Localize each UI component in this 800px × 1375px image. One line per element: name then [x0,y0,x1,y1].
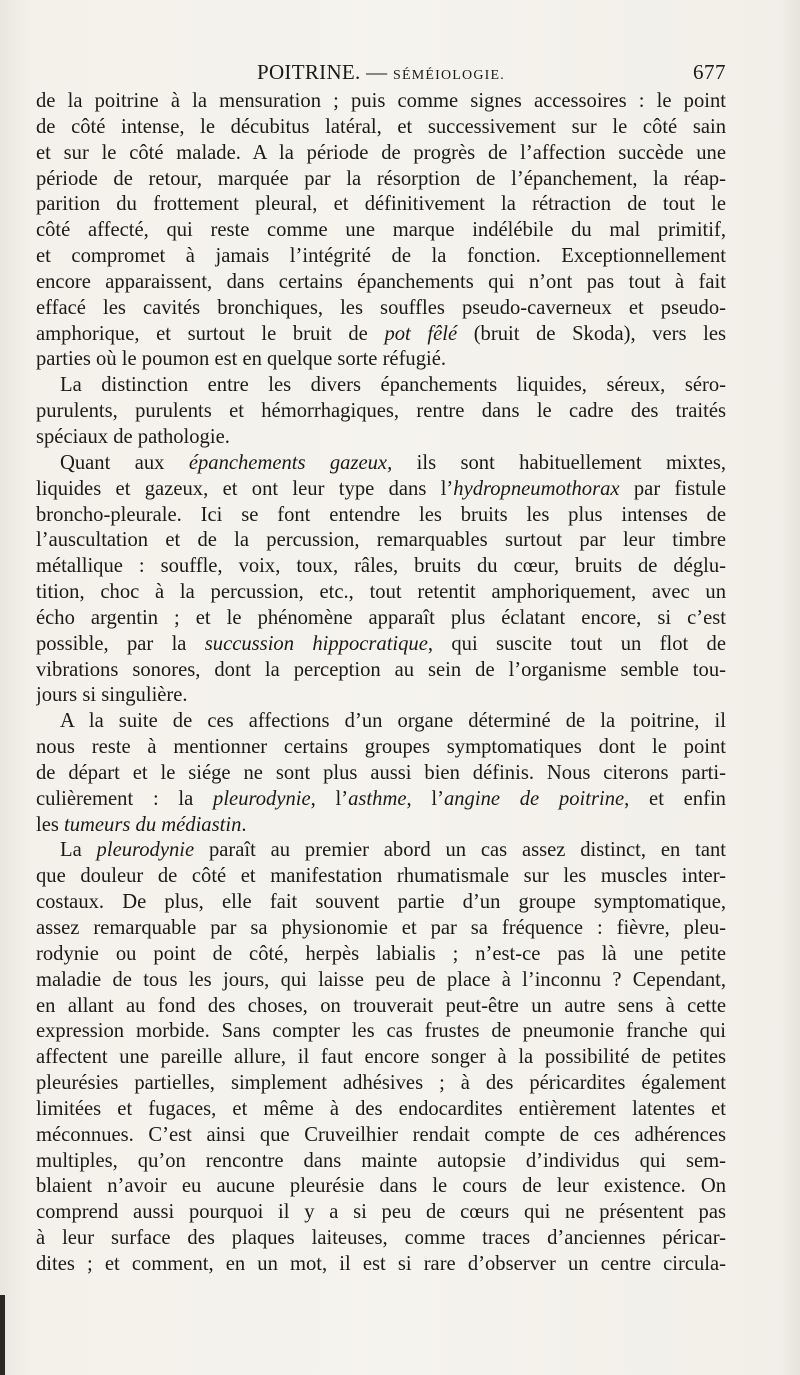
text-line: liquides et gazeux, et ont leur type dans l’hydropneumothorax par fistule [36,477,726,500]
text-line: spéciaux de pathologie. [36,425,230,448]
text-line: de la poitrine à la mensuration ; puis comme signes accessoires : le point [36,90,726,112]
running-subtitle: SÉMÉIOLOGIE. [393,68,505,83]
text-line: dites ; et comment, en un mot, il est si rare d’observer un centre circula- [36,1252,726,1275]
text-line: culièrement : la pleurodynie, l’asthme, l’angine de poitrine, et enfin [36,787,726,810]
text-line: effacé les cavités bronchiques, les souffles pseudo-caverneux et pseudo- [36,296,726,319]
italic-term: asthme [348,787,407,810]
text-line: les tumeurs du médiastin. [36,813,247,836]
text-line: affectent une pareille allure, il faut encore songer à la possibilité de petites [36,1046,726,1069]
running-title: POITRINE. — [256,60,393,84]
text-line: tition, choc à la percussion, etc., tout retentit amphoriquement, avec un [36,581,726,604]
italic-term: tumeurs du médiastin [64,813,242,836]
text-line: La distinction entre les divers épanchements liquides, séreux, séro- [60,374,726,397]
text-line: de côté intense, le décubitus latéral, et successivement sur le côté sain [36,115,726,138]
text-line: métallique : souffle, voix, toux, râles, bruits du cœur, bruits de déglu- [36,555,726,578]
body-text [36,89,726,1278]
text-line: écho argentin ; et le phénomène apparaît plus éclatant encore, si c’est [36,606,726,629]
text-line: La pleurodynie paraît au premier abord un cas assez distinct, en tant [60,839,726,862]
text-line: que douleur de côté et manifestation rhumatismale sur les muscles inter- [36,865,726,888]
italic-term: pleurodynie [96,839,195,862]
text-line: parition du frottement pleural, et définitivement la rétraction de tout le [36,193,726,216]
text-line: nous reste à mentionner certains groupes symptomatiques dont le point [36,736,726,759]
text-line: rodynie ou point de côté, herpès labialis ; n’est-ce pas là une petite [36,942,726,965]
text-line: pleurésies partielles, simplement adhésives ; à des péricardites également [36,1072,726,1095]
italic-term: épanchements gazeux, [188,451,393,474]
italic-term: hydropneumothorax [453,477,620,500]
text-line: et sur le côté malade. A la période de progrès de l’affection succède une [36,141,726,164]
italic-term: angine de poitrine [443,787,625,810]
running-head [36,56,726,92]
page-edge-mark [0,1295,5,1375]
text-line: l’auscultation et de la percussion, remarquables surtout par leur timbre [36,529,726,552]
text-line: jours si singulière. [36,684,188,707]
text-line: en allant au fond des choses, on trouverait peut-être un autre sens à cette [36,994,726,1017]
text-line: assez remarquable par sa physionomie et par sa fréquence : fièvre, pleu- [36,917,726,939]
text-line: A la suite de ces affections d’un organe déterminé de la poitrine, il [60,710,726,733]
italic-term: pleurodynie [213,787,311,810]
page-number: 677 [693,60,726,84]
text-line: période de retour, marquée par la résorption de l’épanchement, la réap- [36,167,726,190]
text-line: broncho-pleurale. Ici se font entendre les bruits les plus intenses de [36,503,726,526]
text-line: de départ et le siége ne sont plus aussi bien définis. Nous citerons parti- [36,761,726,784]
text-line: encore apparaissent, dans certains épanchements qui n’ont pas tout à fait [36,270,726,293]
text-line: à leur surface des plaques laiteuses, comme traces d’anciennes péricar- [36,1227,726,1250]
text-line: vibrations sonores, dont la perception au sein de l’organisme semble tou- [36,658,726,681]
text-line: comprend aussi pourquoi il y a si peu de cœurs qui ne présentent pas [36,1201,726,1224]
text-line: et compromet à jamais l’intégrité de la fonction. Exceptionnellement [36,245,726,268]
text-line: maladie de tous les jours, qui laisse peu de place à l’inconnu ? Cependant, [36,968,726,991]
text-line: amphorique, et surtout le bruit de pot fêlé (bruit de Skoda), vers les [36,322,726,345]
text-line: côté affecté, qui reste comme une marque indélébile du mal primitif, [36,219,726,242]
text-line: Quant aux épanchements gazeux, ils sont habituellement mixtes, [60,451,726,474]
text-line: expression morbide. Sans compter les cas frustes de pneumonie franche qui [36,1020,726,1043]
text-line: méconnues. C’est ainsi que Cruveilhier rendait compte de ces adhérences [36,1123,726,1146]
text-line: costaux. De plus, elle fait souvent partie d’un groupe symptomatique, [36,891,726,914]
text-line: limitées et fugaces, et même à des endocardites entièrement latentes et [36,1097,726,1120]
text-line: multiples, qu’on rencontre dans mainte autopsie d’individus qui sem- [36,1149,726,1172]
page-header [36,56,726,88]
text-line: blaient n’avoir eu aucune pleurésie dans le cours de leur existence. On [36,1175,726,1198]
italic-term: succussion hippocratique [204,632,428,655]
text-line: purulents, purulents et hémorrhagiques, rentre dans le cadre des traités [36,400,726,423]
italic-term: pot fêlé [384,322,458,345]
text-line: possible, par la succussion hippocratique, qui suscite tout un flot de [36,632,726,655]
text-line: parties où le poumon est en quelque sorte réfugié. [36,348,447,371]
